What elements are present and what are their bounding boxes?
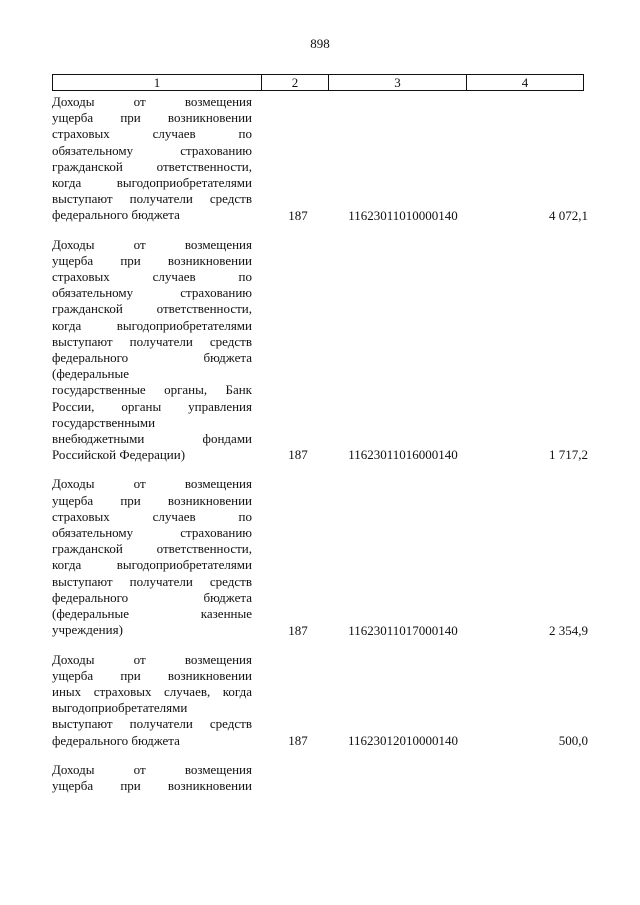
description-line: ущерба при возникновении [52, 777, 252, 793]
budget-classification-code: 11623011016000140 [348, 447, 458, 463]
description-line: (федеральные казенные [52, 606, 252, 622]
description-line: Доходы от возмещения [52, 651, 252, 667]
table-row [52, 652, 592, 749]
description-line: выступают получатели средств [52, 191, 252, 207]
description-line: Доходы от возмещения [52, 761, 252, 777]
description-line: гражданской ответственности, [52, 158, 252, 174]
description-line: Доходы от возмещения [52, 94, 252, 109]
description-line: выгодоприобретателями [52, 700, 188, 716]
description-line: когда выгодоприобретателями [52, 557, 252, 573]
table-row [52, 94, 592, 224]
description-line: Российской Федерации) [52, 447, 186, 463]
description-line: (федеральные [52, 366, 129, 382]
description-line: федерального бюджета [52, 207, 180, 223]
description-line: Доходы от возмещения [52, 476, 252, 492]
header-col-4: 4 [521, 75, 529, 90]
table-header [52, 74, 584, 91]
description-line: страховых случаев по [52, 126, 252, 142]
description-line: внебюджетными фондами [52, 431, 252, 447]
amount: 4 072,1 [549, 207, 588, 223]
description-line: государственные органы, Банк [52, 382, 252, 398]
header-col-3: 3 [329, 75, 467, 90]
description-line: учреждения) [52, 622, 123, 638]
description-line: России, органы управления [52, 398, 252, 414]
description-line: выступают получатели средств [52, 333, 252, 349]
table-row [52, 476, 592, 638]
description-line: когда выгодоприобретателями [52, 175, 252, 191]
admin-code: 187 [288, 732, 308, 748]
budget-classification-code: 11623011010000140 [348, 207, 458, 223]
description-line: ущерба при возникновении [52, 252, 252, 268]
admin-code: 187 [288, 622, 308, 638]
admin-code: 187 [288, 207, 308, 223]
header-col-2: 2 [262, 75, 329, 90]
description-line: Доходы от возмещения [52, 236, 252, 252]
description-line: выступают получатели средств [52, 716, 252, 732]
amount: 1 717,2 [549, 447, 588, 463]
description-line: обязательному страхованию [52, 285, 252, 301]
description-line: федерального бюджета [52, 350, 252, 366]
amount: 2 354,9 [549, 622, 588, 638]
row-description [52, 762, 252, 794]
description-line: гражданской ответственности, [52, 541, 252, 557]
description-line: обязательному страхованию [52, 142, 252, 158]
description-line: федерального бюджета [52, 589, 252, 605]
table-body [52, 94, 592, 807]
description-line: страховых случаев по [52, 508, 252, 524]
budget-classification-code: 11623011017000140 [348, 622, 458, 638]
budget-classification-code: 11623012010000140 [347, 732, 459, 748]
description-line: обязательному страхованию [52, 525, 252, 541]
row-description [52, 94, 252, 224]
description-line: государственными [52, 414, 156, 430]
page-number: 898 [310, 36, 330, 51]
admin-code: 187 [288, 447, 308, 463]
row-description [52, 652, 252, 749]
description-line: ущерба при возникновении [52, 667, 252, 683]
description-line: страховых случаев по [52, 269, 252, 285]
description-line: когда выгодоприобретателями [52, 317, 252, 333]
description-line: выступают получатели средств [52, 573, 252, 589]
table-row [52, 237, 592, 464]
description-line: федерального бюджета [52, 732, 180, 748]
amount: 500,0 [558, 732, 588, 748]
description-line: гражданской ответственности, [52, 301, 252, 317]
description-line: иных страховых случаев, когда [52, 683, 252, 699]
description-line: ущерба при возникновении [52, 110, 252, 126]
description-line: ущерба при возникновении [52, 492, 252, 508]
row-description [52, 476, 252, 638]
table-row [52, 762, 592, 794]
header-col-1: 1 [53, 75, 262, 90]
row-description [52, 237, 252, 464]
